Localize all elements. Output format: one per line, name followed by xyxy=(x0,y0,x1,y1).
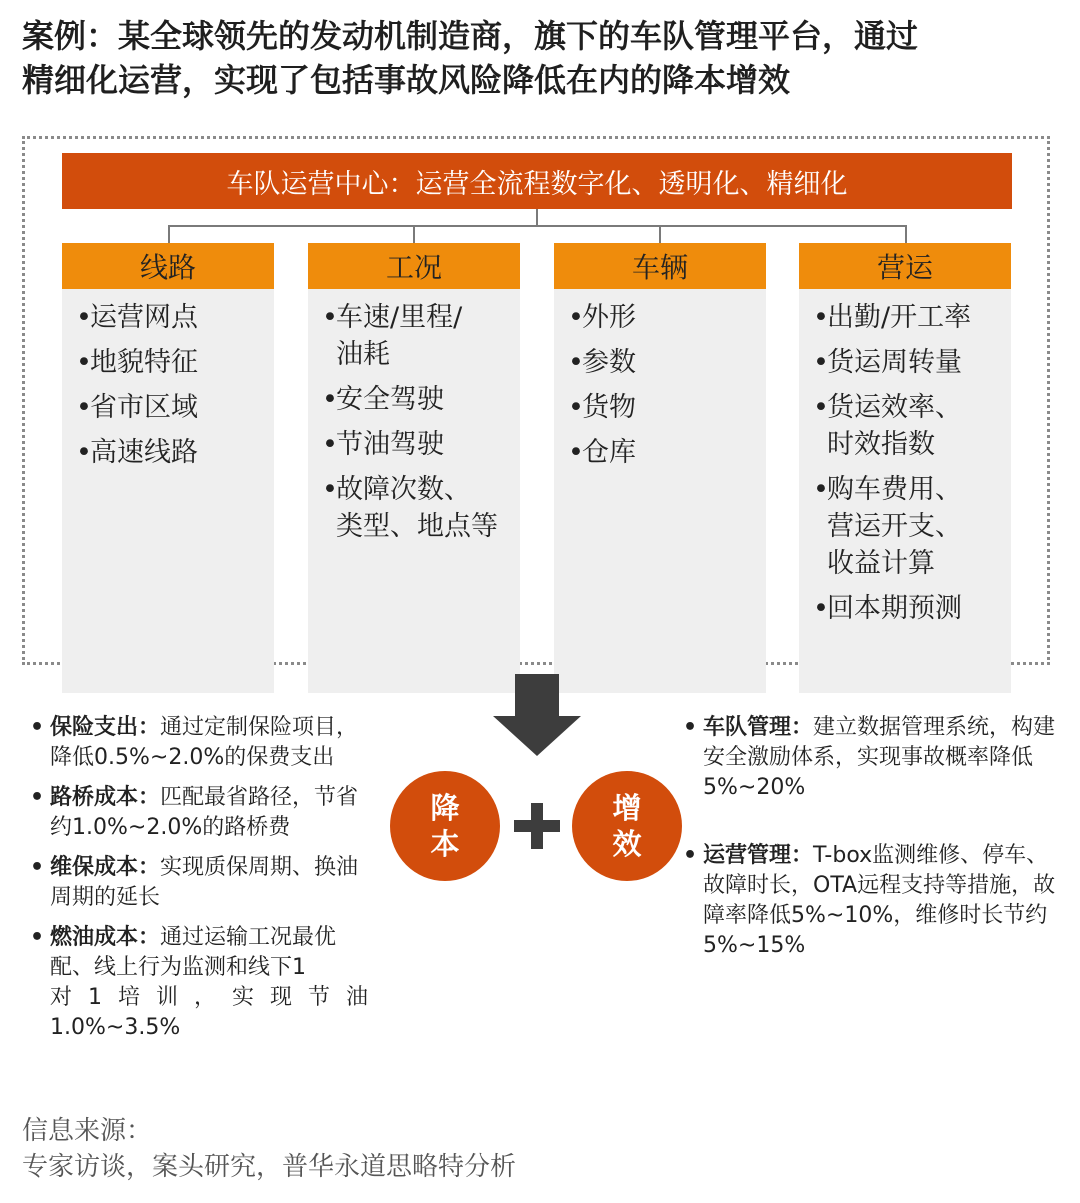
column-header: 工况 xyxy=(308,243,520,289)
item-text: 通过运输工况最优配、线上行为监测和线下1 xyxy=(50,925,337,980)
list-item: • 参数 xyxy=(554,344,766,381)
column-body xyxy=(308,289,520,693)
column-body xyxy=(799,289,1011,693)
list-item: • 车速/里程/ 油耗 xyxy=(308,299,520,373)
circle-text: 降 xyxy=(430,791,460,825)
list-item: • 货运效率、 时效指数 xyxy=(799,389,1011,463)
item-char: 实 xyxy=(231,985,254,1010)
connector-horizontal xyxy=(168,225,907,227)
source-label: 信息来源： xyxy=(22,1116,153,1146)
list-item xyxy=(675,713,1060,803)
column-condition xyxy=(308,243,520,693)
efficiency-list xyxy=(675,713,1060,971)
list-item xyxy=(22,923,368,1043)
title-line-1: 案例：某全球领先的发动机制造商，旗下的车队管理平台，通过 xyxy=(22,17,919,55)
list-item: • 外形 xyxy=(554,299,766,336)
list-item xyxy=(675,841,1060,961)
list-item: • 货运周转量 xyxy=(799,344,1011,381)
column-vehicle xyxy=(554,243,766,693)
item-char: 油 xyxy=(345,985,368,1010)
connector-col-2 xyxy=(413,225,415,243)
title-line-2: 精细化运营，实现了包括事故风险降低在内的降本增效 xyxy=(22,61,791,99)
column-body xyxy=(554,289,766,693)
justified-line xyxy=(50,983,368,1013)
circle-text: 效 xyxy=(612,827,642,861)
list-item: • 节油驾驶 xyxy=(308,426,520,463)
item-label: 保险支出： xyxy=(50,715,161,740)
column-body xyxy=(62,289,274,693)
item-text-tail: 1.0%~3.5% xyxy=(50,1015,181,1040)
list-item xyxy=(22,783,368,843)
circle-cost-reduction xyxy=(390,771,500,881)
item-text: T-box监测维修、停车、故障时长，OTA远程支持等措施，故障率降低5%~10%，维修时长节约5%~15% xyxy=(703,843,1056,958)
down-arrow-icon xyxy=(493,716,581,756)
column-header: 线路 xyxy=(62,243,274,289)
item-label: 运营管理： xyxy=(703,843,814,868)
circle-text: 增 xyxy=(612,791,642,825)
list-item: • 省市区域 xyxy=(62,389,274,426)
list-item: • 运营网点 xyxy=(62,299,274,336)
list-item: • 购车费用、 营运开支、 收益计算 xyxy=(799,471,1011,582)
item-text: 实现质保周期、换油周期的延长 xyxy=(50,855,359,910)
item-text: 匹配最省路径，节省约1.0%~2.0%的路桥费 xyxy=(50,785,359,840)
list-item: • 地貌特征 xyxy=(62,344,274,381)
item-label: 车队管理： xyxy=(703,715,814,740)
plus-icon-vertical xyxy=(531,803,543,849)
list-item xyxy=(22,713,368,773)
column-header: 营运 xyxy=(799,243,1011,289)
source-note xyxy=(22,1113,516,1185)
list-item xyxy=(22,853,368,913)
item-char: 训 xyxy=(155,985,178,1010)
item-char: 1 xyxy=(88,985,102,1010)
list-item: • 故障次数、 类型、地点等 xyxy=(308,471,520,545)
item-char: 培 xyxy=(117,985,140,1010)
page-title xyxy=(22,14,1062,102)
list-item: • 高速线路 xyxy=(62,434,274,471)
connector-col-3 xyxy=(659,225,661,243)
connector-trunk xyxy=(536,209,538,226)
banner-fleet-ops-center: 车队运营中心：运营全流程数字化、透明化、精细化 xyxy=(62,153,1012,209)
circle-text: 本 xyxy=(430,827,460,861)
connector-col-1 xyxy=(168,225,170,243)
list-item: • 出勤/开工率 xyxy=(799,299,1011,336)
item-char: ， xyxy=(193,985,216,1010)
item-label: 燃油成本： xyxy=(50,925,161,950)
column-route xyxy=(62,243,274,693)
list-item: • 安全驾驶 xyxy=(308,381,520,418)
list-item: • 仓库 xyxy=(554,434,766,471)
item-text: 建立数据管理系统，构建安全激励体系，实现事故概率降低5%~20% xyxy=(703,715,1056,800)
item-char: 现 xyxy=(269,985,292,1010)
item-label: 维保成本： xyxy=(50,855,161,880)
circle-efficiency xyxy=(572,771,682,881)
down-arrow-shaft xyxy=(515,674,559,716)
item-char: 对 xyxy=(50,985,73,1010)
column-header: 车辆 xyxy=(554,243,766,289)
item-char: 节 xyxy=(307,985,330,1010)
source-text: 专家访谈，案头研究，普华永道思略特分析 xyxy=(22,1152,517,1182)
column-operation xyxy=(799,243,1011,693)
list-item: • 回本期预测 xyxy=(799,590,1011,627)
connector-col-4 xyxy=(905,225,907,243)
cost-reduction-list xyxy=(22,713,368,1053)
list-item: • 货物 xyxy=(554,389,766,426)
item-text: 通过定制保险项目，降低0.5%~2.0%的保费支出 xyxy=(50,715,359,770)
item-label: 路桥成本： xyxy=(50,785,161,810)
